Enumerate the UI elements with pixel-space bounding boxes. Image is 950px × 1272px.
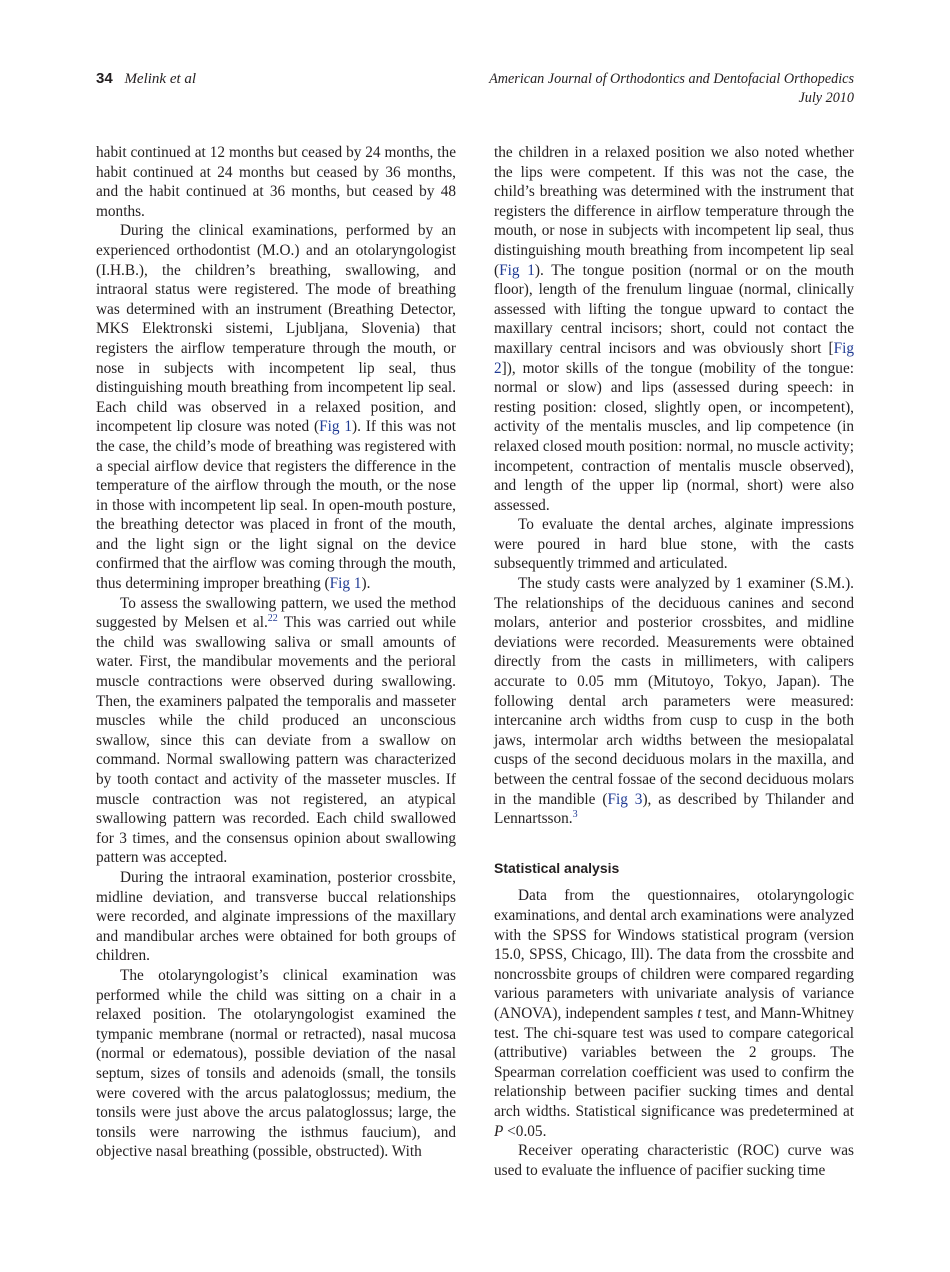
reference-citation[interactable]: 3 [572, 809, 578, 821]
paragraph [96, 594, 456, 868]
section-heading: Statistical analysis [494, 859, 620, 876]
page-number: 34 [96, 70, 113, 87]
running-header-right [489, 70, 854, 108]
running-header-left [96, 70, 196, 88]
right-column [494, 143, 854, 1180]
paragraph [96, 221, 456, 593]
issue-date: July 2010 [798, 90, 854, 106]
paragraph [494, 515, 854, 574]
running-authors: Melink et al [124, 71, 197, 87]
text-run: <0.05. [503, 1122, 547, 1140]
text-run: ). The tongue position (normal or on the mouth floor), length of the frenulum linguae (normal, clinically assessed with lifting the tongue upward to contact the maxillary central incisors; short, could not contact the maxillary central incisors and was obviously short [ [494, 261, 854, 357]
text-run: To assess the swallowing pattern, we used the method suggested by Melsen et al. [96, 594, 456, 632]
italic-text: t [697, 1004, 702, 1022]
text-run: test, and Mann-Whitney test. The chi-square test was used to compare categorical (attributive) variables between the 2 groups. The Spearman correlation coefficient was used to confirm the relationship between pacifier sucking times and dental arch widths. Statistical significance was predetermined at [494, 1004, 854, 1120]
text-run: The otolaryngologist’s clinical examination was performed while the child was sitting on a chair in a relaxed position. The otolaryngologist examined the tympanic membrane (normal or retracted), nasal mucosa (normal or edematous), possible deviation of the nasal septum, sizes of tonsils and adenoids (small, the tonsils were covered with the arcus palatoglossus; medium, the tonsils were just above the arcus palatoglossus; large, the tonsils were narrowing the isthmus faucium), and objective nasal breathing (possible, obstructed). With [96, 966, 456, 1161]
text-run: During the clinical examinations, performed by an experienced orthodontist (M.O.) and an otolaryngologist (I.H.B.), the children’s breathing, swallowing, and intraoral status were registered. The mode of breathing was determined with an instrument (Breathing Detector, MKS Elektronski sistemi, Ljubljana, Slovenia) that registers the airflow temperature through the mouth, or nose in subjects with incompetent lip seal, thus distinguishing mouth breathing from incompetent lip seal. Each child was observed in a relaxed position, and incompetent lip closure was noted ( [96, 222, 456, 436]
text-run: ). If this was not the case, the child’s mode of breathing was registered with a special airflow device that registers the difference in the temperature of the airflow through the mouth, or the nose in those with incompetent lip seal. In open-mouth posture, the breathing detector was placed in front of the mouth, and the light sign or the light signal on the device confirmed that the airflow was coming through the mouth, thus determining improper breathing ( [96, 418, 456, 593]
left-column [96, 143, 456, 1162]
text-run: ). [361, 575, 371, 593]
text-run: habit continued at 12 months but ceased by 24 months, the habit continued at 24 months but ceased by 36 months, and the habit continued at 36 months, but ceased by 48 months. [96, 144, 456, 220]
reference-citation[interactable]: 22 [267, 613, 278, 625]
text-run: ]), motor skills of the tongue (mobility of the tongue: normal or slow) and lips (assessed during speech: in resting position: closed, slightly open, or incompetent), activity of the mentalis muscles, and lip competence (in relaxed closed mouth position: normal, no muscle activity; incompetent, contraction of mentalis muscle observed), and length of the upper lip (normal, short) were also assessed. [494, 359, 854, 514]
figure-link[interactable]: Fig 1 [319, 418, 353, 436]
text-run: Receiver operating characteristic (ROC) curve was used to evaluate the influence of pacifier sucking time [494, 1142, 854, 1179]
text-run: Data from the questionnaires, otolaryngologic examinations, and dental arch examinations were analyzed with the SPSS for Windows statistical program (version 15.0, SPSS, Chicago, Ill). The data from the crossbite and noncrossbite groups of children were compared regarding various parameters with univariate analysis of variance (ANOVA), independent samples [494, 887, 854, 1022]
figure-link[interactable]: Fig 1 [499, 261, 535, 279]
text-run: To evaluate the dental arches, alginate impressions were poured in hard blue stone, with the casts subsequently trimmed and articulated. [494, 516, 854, 573]
journal-title: American Journal of Orthodontics and Dentofacial Orthopedics [489, 71, 854, 87]
paragraph [96, 143, 456, 221]
paragraph [494, 1141, 854, 1180]
text-run: The study casts were analyzed by 1 examiner (S.M.). The relationships of the deciduous canines and second molars, anterior and posterior crossbites, and midline deviations were recorded. Measurements were obtained directly from the casts in millimeters, with calipers accurate to 0.05 mm (Mitutoyo, Tokyo, Japan). The following dental arch parameters were measured: intercanine arch widths from cusp to cusp in the both jaws, intermolar arch widths between the mesiopalatal cusps of the second deciduous molars in the maxilla, and between the central fossae of the second deciduous molars in the mandible ( [494, 575, 854, 808]
text-run: the children in a relaxed position we also noted whether the lips were competent. If this was not the case, the child’s breathing was determined with the instrument that registers the difference in airflow temperature through the mouth, or nose in subjects with incompetent lip seal, thus distinguishing mouth breathing from incompetent lip seal ( [494, 144, 854, 279]
paragraph [494, 886, 854, 1141]
paragraph [494, 143, 854, 515]
paragraph [494, 574, 854, 829]
paragraph [96, 966, 456, 1162]
figure-link[interactable]: Fig 2 [494, 339, 854, 377]
text-run: During the intraoral examination, posterior crossbite, midline deviation, and transverse buccal relationships were recorded, and alginate impressions of the maxillary and mandibular arches were obtained for both groups of children. [96, 868, 456, 965]
text-run: ), as described by Thilander and Lennartsson. [494, 790, 854, 828]
paragraph [96, 868, 456, 966]
italic-text: P [494, 1122, 504, 1140]
text-run: This was carried out while the child was swallowing saliva or small amounts of water. First, the mandibular movements and the perioral muscle contractions were observed during swallowing. Then, the examiners palpated the temporalis and masseter muscles while the child produced an unconscious swallow, since this can deviate from a swallow on command. Normal swallowing pattern was characterized by tooth contact and activity of the masseter muscles. If muscle contraction was not registered, an atypical swallowing pattern was recorded. Each child swallowed for 3 times, and the consensus opinion about swallowing pattern was accepted. [96, 614, 456, 867]
figure-link[interactable]: Fig 3 [607, 790, 643, 808]
figure-link[interactable]: Fig 1 [329, 575, 362, 593]
